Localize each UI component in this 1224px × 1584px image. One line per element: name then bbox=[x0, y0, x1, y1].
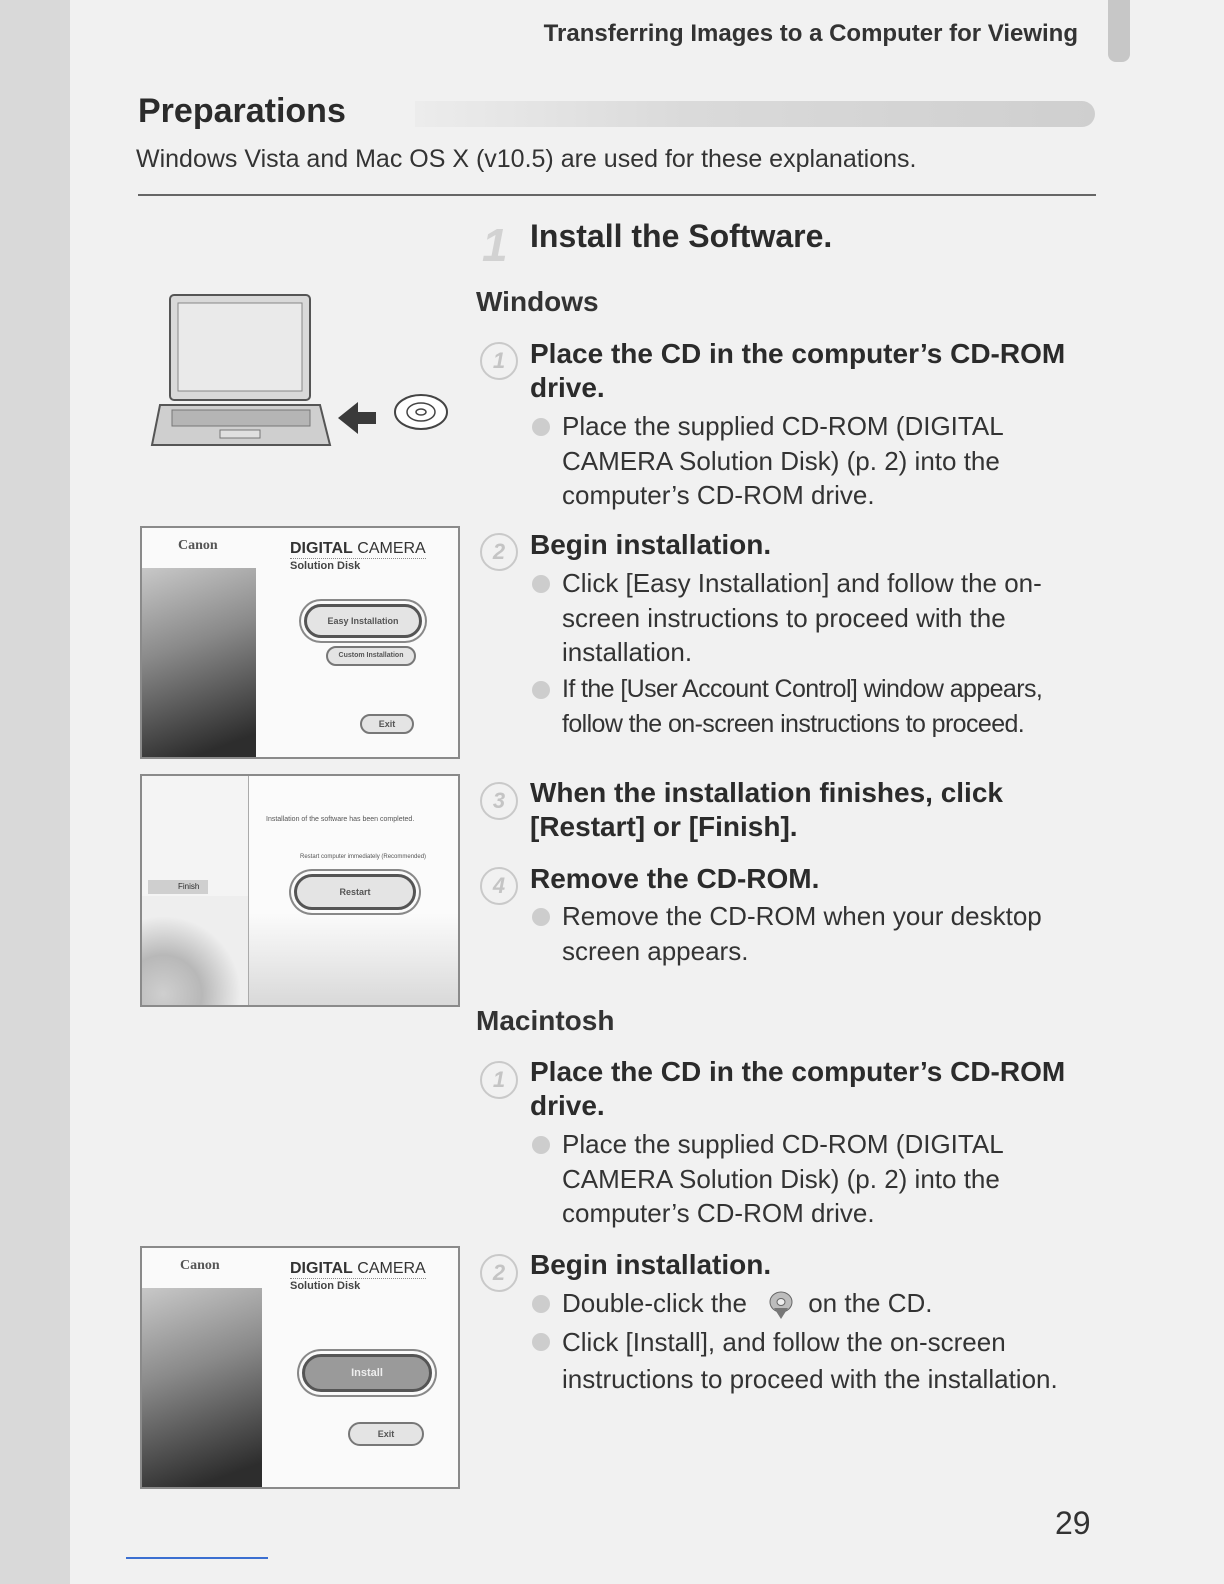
item-number-circle: 2 bbox=[480, 1254, 518, 1292]
bullet-text: Click [Easy Installation] and follow the on-screen instructions to proceed with the installation. bbox=[530, 566, 1100, 670]
running-header: Transferring Images to a Computer for Viewing bbox=[543, 20, 1078, 47]
bullet-text: Remove the CD-ROM when your desktop screen appears. bbox=[530, 899, 1100, 968]
bullet-text: Place the supplied CD-ROM (DIGITAL CAMERA Solution Disk) (p. 2) into the computer’s CD-ROM drive. bbox=[530, 1127, 1100, 1231]
custom-installation-button[interactable]: Custom Installation bbox=[326, 646, 416, 666]
manual-page bbox=[70, 0, 1224, 1584]
restart-button[interactable]: Restart bbox=[294, 874, 416, 910]
exit-button[interactable]: Exit bbox=[348, 1422, 424, 1446]
item-title: Begin installation. bbox=[530, 529, 772, 560]
cd-graphic bbox=[142, 896, 248, 1005]
brand-logo: Canon bbox=[180, 1258, 220, 1273]
install-complete-screenshot bbox=[140, 774, 460, 1007]
easy-installation-button[interactable]: Easy Installation bbox=[304, 604, 422, 638]
item-number-circle: 3 bbox=[480, 782, 518, 820]
install-button[interactable]: Install bbox=[302, 1354, 432, 1392]
bullet-text: If the [User Account Control] window appears, follow the on-screen instructions to proceed. bbox=[530, 672, 1100, 741]
bullet-text: Place the supplied CD-ROM (DIGITAL CAMERA Solution Disk) (p. 2) into the computer’s CD-ROM drive. bbox=[530, 409, 1100, 513]
product-name: DIGITAL CAMERA bbox=[290, 1260, 426, 1277]
finish-step-label: Finish bbox=[148, 880, 208, 894]
installer-screenshot-mac bbox=[140, 1246, 460, 1489]
step-title: Install the Software. bbox=[530, 218, 833, 254]
product-subtitle: Solution Disk bbox=[290, 1280, 361, 1292]
item-number-circle: 2 bbox=[480, 533, 518, 571]
divider bbox=[138, 194, 1096, 196]
laptop-icon bbox=[150, 290, 460, 455]
item-number-circle: 4 bbox=[480, 867, 518, 905]
item-title: Place the CD in the computer’s CD-ROM drive. bbox=[530, 1056, 1066, 1121]
product-name: DIGITAL CAMERA bbox=[290, 540, 426, 557]
installer-photo bbox=[142, 1288, 262, 1487]
bullet-text: Double-click the on the CD. bbox=[530, 1286, 1100, 1321]
installer-screenshot-windows bbox=[140, 526, 460, 759]
footer-line bbox=[126, 1557, 268, 1559]
brand-logo: Canon bbox=[178, 538, 218, 553]
item-title: Place the CD in the computer’s CD-ROM drive. bbox=[530, 338, 1066, 403]
complete-message: Installation of the software has been completed. bbox=[266, 816, 415, 823]
section-title: Preparations bbox=[138, 92, 346, 130]
bullet-text: Click [Install], and follow the on-screen instructions to proceed with the installation. bbox=[530, 1324, 1100, 1398]
cd-icon bbox=[395, 395, 447, 429]
item-title: Remove the CD-ROM. bbox=[530, 863, 820, 894]
windows-heading: Windows bbox=[476, 286, 599, 317]
arrow-left-icon bbox=[338, 402, 376, 434]
item-title: When the installation finishes, click [Restart] or [Finish]. bbox=[530, 777, 1003, 842]
section-bar bbox=[415, 101, 1095, 127]
page-number: 29 bbox=[1055, 1505, 1091, 1541]
product-subtitle: Solution Disk bbox=[290, 560, 361, 572]
item-number-circle: 1 bbox=[480, 342, 518, 380]
exit-button[interactable]: Exit bbox=[360, 714, 414, 734]
macintosh-heading: Macintosh bbox=[476, 1005, 615, 1036]
item-number-circle: 1 bbox=[480, 1061, 518, 1099]
section-intro: Windows Vista and Mac OS X (v10.5) are used for these explanations. bbox=[136, 145, 917, 173]
item-title: Begin installation. bbox=[530, 1249, 772, 1280]
step-number: 1 bbox=[482, 219, 508, 271]
installer-icon bbox=[764, 1288, 798, 1320]
restart-checkbox-label[interactable]: Restart computer immediately (Recommended) bbox=[300, 854, 427, 860]
page-tab bbox=[1108, 0, 1130, 62]
installer-photo bbox=[142, 568, 256, 757]
